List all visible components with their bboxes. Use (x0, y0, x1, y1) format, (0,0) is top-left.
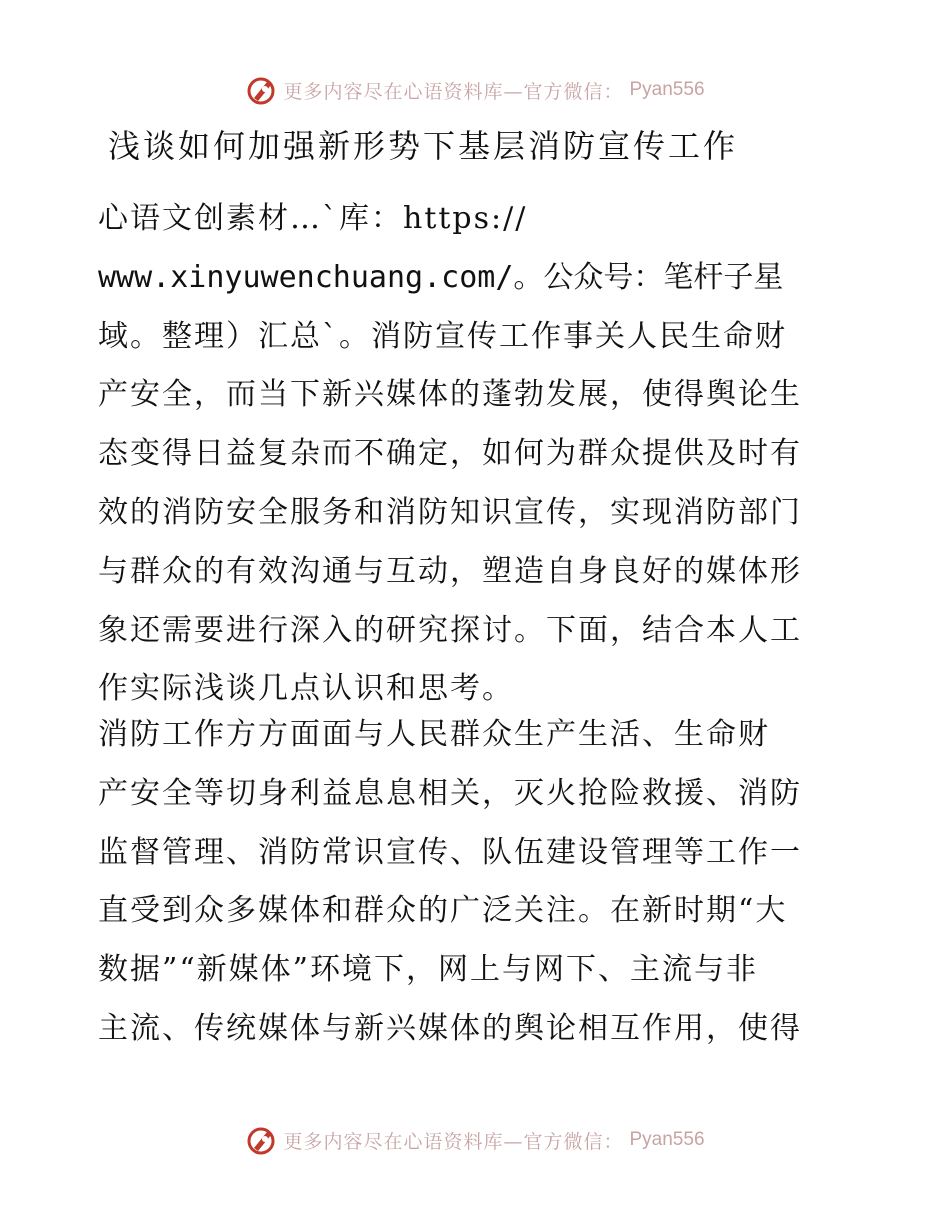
brand-logo-icon (245, 74, 277, 106)
banner-wechat-id: Pyan556 (629, 1129, 705, 1150)
paragraph-line: 效的消防安全服务和消防知识宣传，实现消防部门 (98, 494, 802, 530)
paragraph-line: 监督管理、消防常识宣传、队伍建设管理等工作一 (98, 834, 802, 870)
paragraph-line: 产安全等切身利益息息相关，灭火抢险救援、消防 (98, 775, 802, 811)
paragraph-line: 心语文创素材…`库：https:// (98, 201, 528, 236)
footer-watermark-banner (0, 1120, 950, 1160)
paragraph-body (98, 706, 858, 1059)
paragraph-line: 象还需要进行深入的研究探讨。下面，结合本人工 (98, 612, 802, 648)
paragraph-line: 产安全，而当下新兴媒体的蓬勃发展，使得舆论生 (98, 377, 802, 413)
banner-wechat-id: Pyan556 (629, 79, 705, 100)
paragraph-line: 主流、传统媒体与新兴媒体的舆论相互作用，使得 (98, 1010, 802, 1046)
paragraph-line: 消防工作方方面面与人民群众生产生活、生命财 (98, 717, 770, 752)
paragraph-line: 数据”“新媒体”环境下，网上与网下、主流与非 (98, 952, 759, 988)
paragraph-intro (98, 190, 858, 719)
paragraph-line: 域。整理）汇总`。消防宣传工作事关人民生命财 (98, 318, 787, 354)
header-watermark-banner (0, 70, 950, 110)
paragraph-line: 作实际浅谈几点认识和思考。 (98, 671, 514, 707)
brand-logo-icon (245, 1124, 277, 1156)
document-title: 浅谈如何加强新形势下基层消防宣传工作 (108, 127, 739, 165)
banner-text: 更多内容尽在心语资料库—官方微信： (283, 80, 624, 103)
paragraph-line-url: www.xinyuwenchuang.com/。公众号：笔杆子星 (98, 259, 784, 295)
paragraph-line: 态变得日益复杂而不确定，如何为群众提供及时有 (98, 436, 802, 472)
banner-text: 更多内容尽在心语资料库—官方微信： (283, 1130, 624, 1153)
paragraph-line: 直受到众多媒体和群众的广泛关注。在新时期“大 (98, 893, 788, 929)
paragraph-line: 与群众的有效沟通与互动，塑造自身良好的媒体形 (98, 553, 802, 589)
